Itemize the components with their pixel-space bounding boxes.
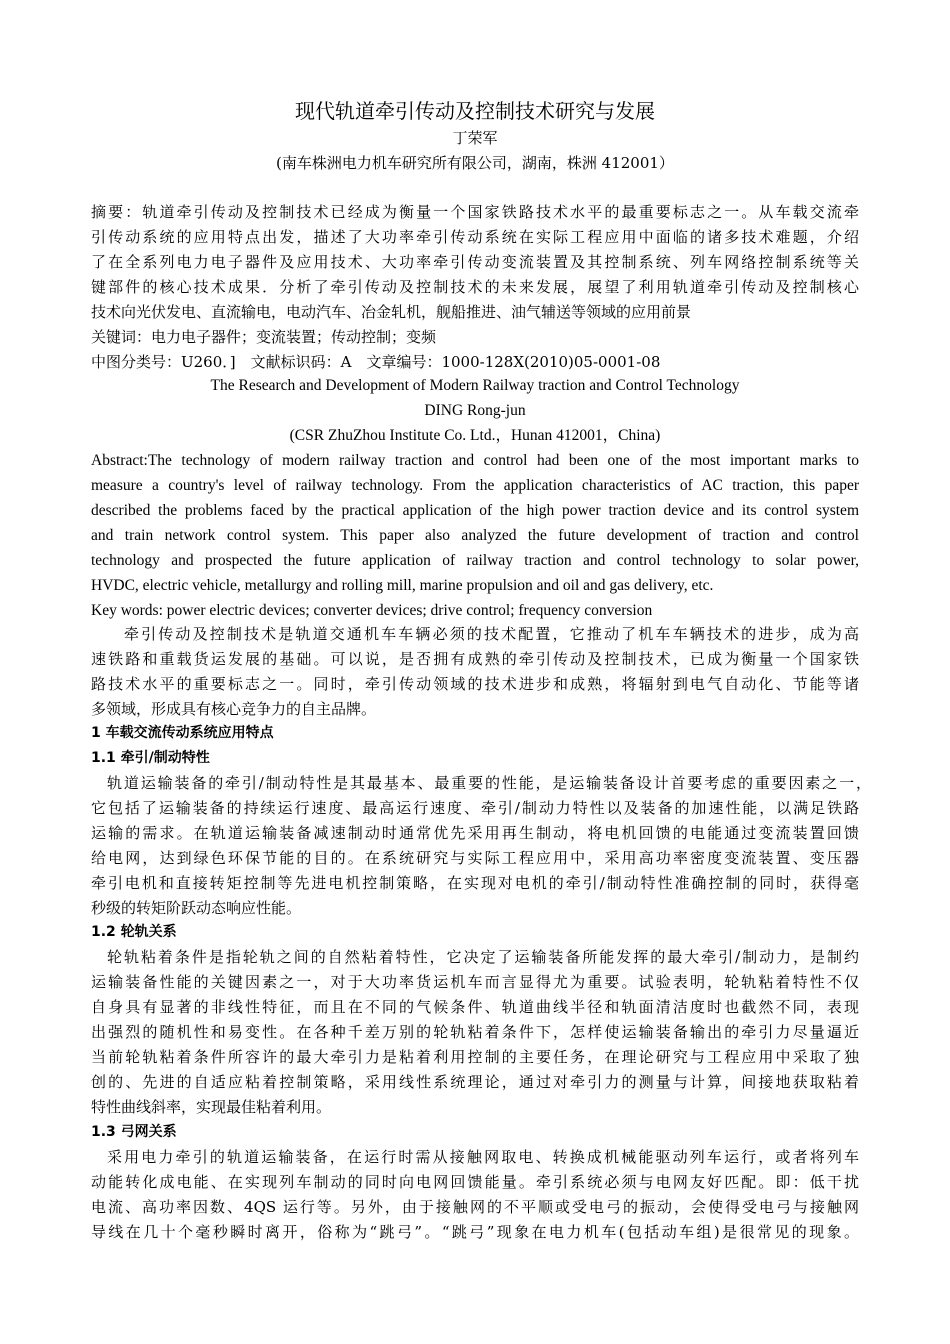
author: 丁荣军 — [452, 129, 498, 147]
paragraph-line: 运输装备性能的关键因素之一，对于大功率货运机车而言显得尤为重要。试验表明，轮轨粘着特性不仅 — [91, 973, 859, 991]
intro-line: 速铁路和重载货运发展的基础。可以说，是否拥有成熟的牵引传动及控制技术，已成为衡量一个国家铁 — [91, 650, 859, 668]
keywords-en: Key words: power electric devices; converter devices; drive control; frequency conversion — [91, 602, 653, 619]
paragraph-line: 特性曲线斜率，实现最佳粘着利用。 — [91, 1098, 332, 1116]
paragraph-line: 出强烈的随机性和易变性。在各种千差万别的轮轨粘着条件下，怎样使运输装备输出的牵引力尽量逼近 — [91, 1023, 859, 1041]
section-heading: 1 车载交流传动系统应用特点 — [91, 725, 274, 741]
abstract-en-line: measure a country's level of railway technology. From the application characteristics of AC traction, this paper — [91, 477, 859, 494]
abstract-en-line: and train network control system. This paper also analyzed the future development of traction and control — [91, 527, 859, 544]
affiliation: (南车株洲电力机车研究所有限公司，湖南，株洲 412001） — [276, 154, 674, 172]
paragraph-line: 运输的需求。在轨道运输装备减速制动时通常优先采用再生制动，将电机回馈的电能通过变流装置回馈 — [91, 824, 859, 842]
paragraph-line: 轮轨粘着条件是指轮轨之间的自然粘着特性，它决定了运输装备所能发挥的最大牵引/制动力，是制约 — [107, 948, 859, 966]
paragraph-line: 创的、先进的自适应粘着控制策略，采用线性系统理论，通过对牵引力的测量与计算，间接地获取粘着 — [91, 1073, 859, 1091]
paragraph-line: 给电网，达到绿色环保节能的目的。在系统研究与实际工程应用中，采用高功率密度变流装置、变压器 — [91, 849, 859, 867]
abstract-cn-line: 引传动系统的应用特点出发，描述了大功率牵引传动系统在实际工程应用中面临的诸多技术难题，介绍 — [91, 228, 859, 246]
abstract-en-line: described the problems faced by the practical application of the high power traction device and its control system — [91, 502, 859, 519]
header-en — [91, 373, 859, 448]
paper-title: 现代轨道牵引传动及控制技术研究与发展 — [295, 99, 655, 123]
paper-title-en: The Research and Development of Modern Railway traction and Control Technology — [210, 377, 740, 394]
classification: 中图分类号：U260．] 文献标识码：A 文章编号：1000-128X(2010)05-0001-08 — [91, 353, 661, 371]
subsection-1-3 — [91, 1120, 859, 1245]
intro — [91, 622, 859, 722]
paragraph-line: 它包括了运输装备的持续运行速度、最高运行速度、牵引/制动力特性以及装备的加速性能，以满足铁路 — [91, 799, 859, 817]
abstract-en-line: Abstract:The technology of modern railway traction and control had been one of the most important marks to — [91, 452, 859, 469]
subsection-heading: 1.2 轮轨关系 — [91, 924, 177, 940]
paragraph-line: 轨道运输装备的牵引/制动特性是其最基本、最重要的性能，是运输装备设计首要考虑的重要因素之一， — [107, 774, 871, 792]
abstract-en — [91, 448, 859, 623]
subsection-heading: 1.3 弓网关系 — [91, 1124, 177, 1140]
intro-line: 多领域，形成具有核心竞争力的自主品牌。 — [91, 700, 377, 718]
paragraph-line: 导线在几十个毫秒瞬时离开，俗称为“跳弓”。“跳弓”现象在电力机车(包括动车组)是很常见的现象。 — [91, 1223, 859, 1241]
subsection-1-2 — [91, 920, 859, 1120]
paragraph-line: 牵引电机和直接转矩控制等先进电机控制策略，在实现对电机的牵引/制动特性准确控制的同时，获得毫 — [91, 874, 859, 892]
paragraph-line: 当前轮轨粘着条件所容许的最大牵引力是粘着利用控制的主要任务，在理论研究与工程应用中采取了独 — [91, 1048, 859, 1066]
abstract-cn-line: 摘要：轨道牵引传动及控制技术已经成为衡量一个国家铁路技术水平的最重要标志之一。从车载交流牵 — [91, 203, 859, 221]
para-1-1 — [91, 771, 871, 921]
intro-line: 牵引传动及控制技术是轨道交通机车车辆必须的技术配置，它推动了机车车辆技术的进步，成为高 — [124, 625, 859, 643]
paragraph-line: 动能转化成电能、在实现列车制动的同时向电网回馈能量。牵引系统必须与电网友好匹配。即：低干扰 — [91, 1173, 859, 1191]
keywords-cn: 关键词：电力电子器件；变流装置；传动控制；变频 — [91, 328, 437, 346]
paragraph-line: 采用电力牵引的轨道运输装备，在运行时需从接触网取电、转换成机械能驱动列车运行，或者将列车 — [107, 1148, 859, 1166]
abstract-cn-line: 了在全系列电力电子器件及应用技术、大功率牵引传动变流装置及其控制系统、列车网络控制系统等关 — [91, 253, 859, 271]
subsection-heading: 1.1 牵引/制动特性 — [91, 750, 210, 766]
abstract-en-line: HVDC, electric vehicle, metallurgy and rolling mill, marine propulsion and oil and gas delivery, etc. — [91, 577, 714, 594]
abstract-cn-line: 技术向光伏发电、直流输电，电动汽车、冶金轧机，舰船推进、油气辅送等领域的应用前景 — [91, 303, 692, 321]
abstract-en-line: technology and prospected the future application of railway traction and control technology to solar power, — [91, 552, 859, 569]
abstract-cn-line: 键部件的核心技术成果．分析了牵引传动及控制技术的未来发展，展望了利用轨道牵引传动及控制核心 — [91, 278, 859, 296]
section-1 — [91, 721, 859, 771]
paragraph-line: 电流、高功率因数、4QS 运行等。另外，由于接触网的不平顺或受电弓的振动，会使得受电弓与接触网 — [91, 1198, 859, 1216]
intro-line: 路技术水平的重要标志之一。同时，牵引传动领域的技术进步和成熟，将辐射到电气自动化、节能等诸 — [91, 675, 859, 693]
paragraph-line: 自身具有显著的非线性特征，而且在不同的气候条件、轨道曲线半径和轨面清洁度时也截然不同，表现 — [91, 998, 859, 1016]
author-en: DING Rong-jun — [424, 402, 526, 419]
affiliation-en: (CSR ZhuZhou Institute Co. Ltd.，Hunan 412001，China) — [289, 427, 661, 444]
paragraph-line: 秒级的转矩阶跃动态响应性能。 — [91, 899, 302, 917]
abstract-cn — [91, 200, 859, 375]
header — [91, 96, 859, 176]
